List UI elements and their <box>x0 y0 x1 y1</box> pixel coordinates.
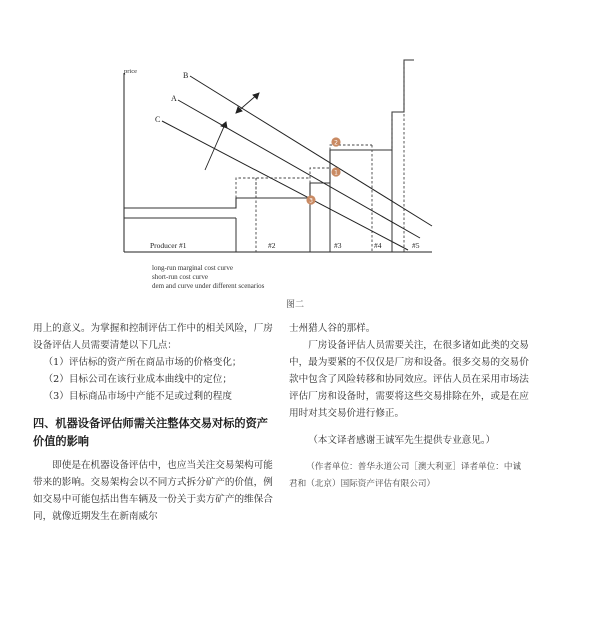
legend-short-run: short-run cost curve <box>152 273 208 281</box>
svg-text:1: 1 <box>334 169 338 177</box>
long-run-cost-curve <box>124 60 414 208</box>
y-axis-label: price <box>124 68 137 75</box>
right-paragraph-1: 士州猎人谷的那样。 <box>289 323 376 334</box>
curve-label-b: B <box>183 71 189 80</box>
list-item-1: （1）评估标的资产所在商品市场的价格变化； <box>43 357 242 368</box>
curve-label-a: A <box>171 94 177 103</box>
list-item-2: （2）目标公司在该行业成本曲线中的定位； <box>43 374 232 385</box>
supply-shift-arrow <box>205 122 227 170</box>
author-affiliation: （作者单位：普华永道公司［澳大利亚］译者单位：中诚君和（北京）国际资产评估有限公司） <box>289 462 522 489</box>
list-item-3: （3）目标商品市场中产能不足或过剩的程度 <box>43 391 232 402</box>
equilibrium-markers <box>306 137 340 204</box>
right-column <box>289 320 529 493</box>
producer-label-3: #3 <box>334 241 342 250</box>
right-paragraph-2: 厂房设备评估人员需要关注，在很多诸如此类的交易中，最为要紧的不仅仅是厂房和设备。很多交易的交易价款中包含了风险转移和协同效应。评估人员在采用市场法评估厂房和设备时，需要将这些交易排除在外，或是在应用时对其交易价进行修正。 <box>289 340 529 419</box>
left-column <box>33 320 273 525</box>
producer-label-4: #4 <box>374 241 382 250</box>
cost-curve-figure <box>0 0 590 300</box>
producer-label-5: #5 <box>412 241 420 250</box>
section-heading: 四、机器设备评估师需关注整体交易对标的资产价值的影响 <box>33 417 268 448</box>
curve-label-c: C <box>155 115 161 124</box>
demand-shift-arrow <box>236 93 259 113</box>
legend-long-run: long-run marginal cost curve <box>152 264 233 272</box>
producer-label-2: #2 <box>268 241 276 250</box>
acknowledgement: （本文译者感谢王诚军先生提供专业意见。） <box>308 435 496 446</box>
producer-label-1: Producer #1 <box>150 241 187 250</box>
left-paragraph-1: 用上的意义。为掌握和控制评估工作中的相关风险，厂房设备评估人员需要清楚以下几点： <box>33 323 273 351</box>
figure-caption: 图二 <box>285 299 304 309</box>
svg-text:2: 2 <box>334 139 338 147</box>
svg-text:3: 3 <box>309 197 313 205</box>
left-paragraph-2: 即使是在机器设备评估中，也应当关注交易架构可能带来的影响。交易架构会以不同方式拆分矿产的价值，例如交易中可能包括出售车辆及一份关于卖方矿产的维保合同，就像近期发生在新南威尔 <box>33 460 273 522</box>
demand-curve-c <box>162 121 408 250</box>
legend-demand: dem and curve under different scenarios <box>152 282 265 290</box>
demand-curve-a <box>178 100 420 238</box>
